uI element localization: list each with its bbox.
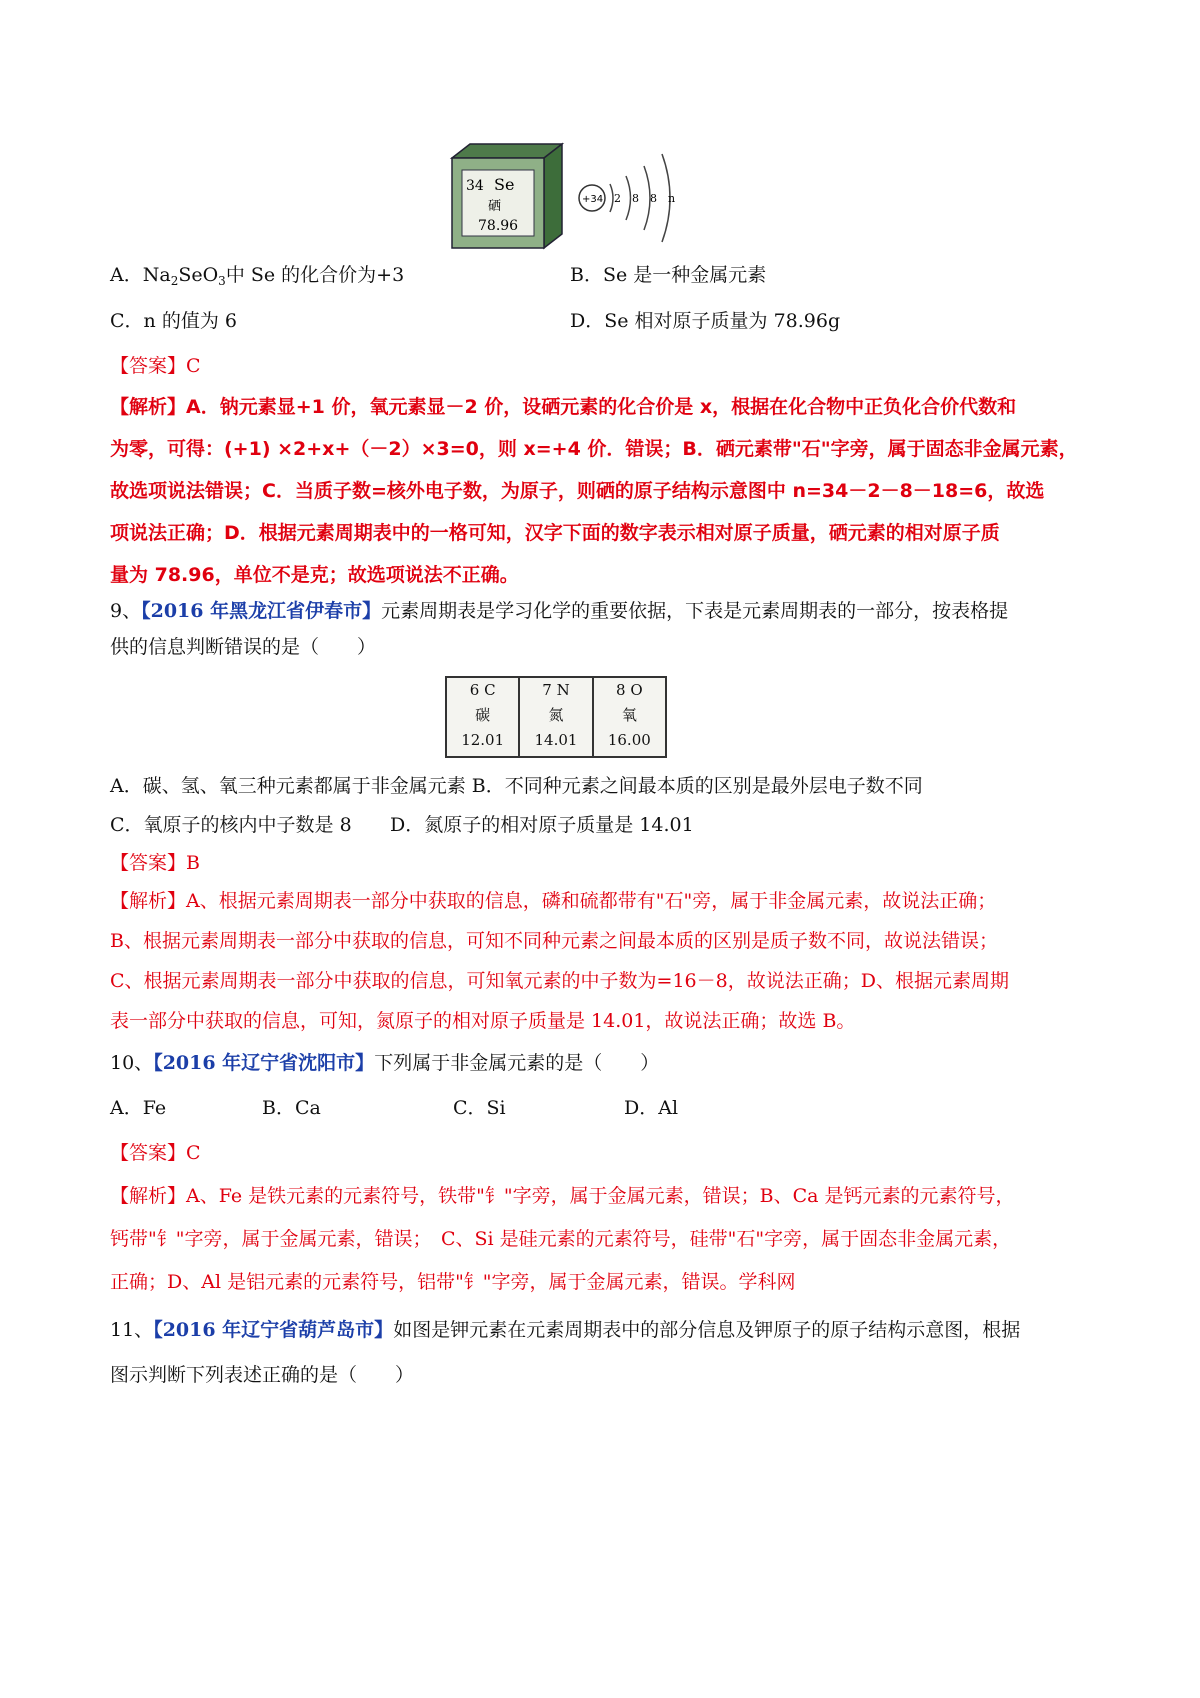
q9-analysis-line: 【解析】A、根据元素周期表一部分中获取的信息，磷和硫都带有"石"旁，属于非金属元素，故说法正确； bbox=[110, 890, 997, 912]
q10-option-b: B．Ca bbox=[262, 1097, 321, 1119]
q10-option-a: A．Fe bbox=[110, 1097, 167, 1119]
q9-analysis-line: B、根据元素周期表一部分中获取的信息，可知不同种元素之间最本质的区别是质子数不同，故说法错误； bbox=[110, 930, 998, 952]
q10-analysis-line: 正确；D、Al 是铝元素的元素符号，铝带"钅"字旁，属于金属元素，错误。学科网 bbox=[110, 1271, 796, 1293]
q8-option-a: A．$Na_2SeO_3$中 Se 的化合价为+3 bbox=[110, 264, 405, 288]
shell-3: 8 bbox=[650, 192, 657, 205]
shell-2: 8 bbox=[632, 192, 639, 205]
q9-option-c: C．氧原子的核内中子数是 8 bbox=[110, 814, 352, 836]
q10-stem: 10、【2016 年辽宁省沈阳市】下列属于非金属元素的是（ ） bbox=[110, 1052, 660, 1074]
q10-answer: 【答案】C bbox=[110, 1142, 201, 1164]
cube-symbol: Se bbox=[494, 175, 515, 194]
q9-answer: 【答案】B bbox=[110, 852, 200, 874]
q8-analysis-line: 故选项说法错误；C．当质子数=核外电子数，为原子，则硒的原子结构示意图中 n=34－2－8－18=6，故选 bbox=[110, 480, 1045, 502]
q8-analysis-line: 【解析】A．钠元素显+1 价，氧元素显－2 价，设硒元素的化合价是 x，根据在化合物中正负化合价代数和 bbox=[110, 396, 1017, 418]
table-cell-oxygen: 8 O 氧 16.00 bbox=[607, 681, 651, 749]
table-cell-nitrogen: 7 N 氮 14.01 bbox=[520, 678, 593, 756]
q9-option-d: D．氮原子的相对原子质量是 14.01 bbox=[390, 814, 694, 836]
q8-answer: 【答案】C bbox=[110, 355, 201, 377]
q10-option-c: C．Si bbox=[453, 1097, 506, 1119]
cube-name: 硒 bbox=[488, 199, 502, 214]
shell-1: 2 bbox=[614, 192, 621, 205]
q11-stem-cont: 图示判断下列表述正确的是（ ） bbox=[110, 1364, 415, 1386]
shell-4: n bbox=[668, 192, 676, 205]
q9-stem-cont: 供的信息判断错误的是（ ） bbox=[110, 636, 377, 658]
q8-option-b: B．Se 是一种金属元素 bbox=[570, 264, 767, 286]
q9-analysis-line: 表一部分中获取的信息，可知，氮原子的相对原子质量是 14.01，故说法正确；故选 B。 bbox=[110, 1010, 856, 1032]
q11-stem: 11、【2016 年辽宁省葫芦岛市】如图是钾元素在元素周期表中的部分信息及钾原子的原子结构示意图，根据 bbox=[110, 1319, 1021, 1341]
periodic-table-fragment bbox=[445, 676, 667, 758]
table-cell-carbon: 6 C 碳 12.01 bbox=[447, 678, 520, 756]
q8-option-d: D．Se 相对原子质量为 78.96g bbox=[570, 310, 841, 332]
atom-nucleus: +34 bbox=[582, 194, 604, 205]
q8-analysis-line: 为零，可得：(+1) ×2+x+（－2）×3=0，则 x=+4 价．错误；B．硒元素带"石"字旁，属于固态非金属元素， bbox=[110, 438, 1078, 460]
cube-number: 34 bbox=[466, 178, 484, 194]
selenium-figure bbox=[440, 140, 700, 255]
q9-analysis-line: C、根据元素周期表一部分中获取的信息，可知氧元素的中子数为=16－8，故说法正确；D、根据元素周期 bbox=[110, 970, 1009, 992]
q9-stem: 9、【2016 年黑龙江省伊春市】元素周期表是学习化学的重要依据，下表是元素周期表的一部分，按表格提 bbox=[110, 600, 1009, 622]
q9-options-ab: A．碳、氢、氧三种元素都属于非金属元素 B．不同种元素之间最本质的区别是最外层电子数不同 bbox=[110, 775, 923, 797]
q8-analysis-line: 量为 78.96，单位不是克；故选项说法不正确。 bbox=[110, 564, 519, 586]
q10-analysis-line: 钙带"钅"字旁，属于金属元素，错误； C、Si 是硅元素的元素符号，硅带"石"字旁，属于固态非金属元素， bbox=[110, 1228, 1012, 1250]
q10-option-d: D．Al bbox=[624, 1097, 679, 1119]
q8-option-c: C．n 的值为 6 bbox=[110, 310, 237, 332]
q8-analysis-line: 项说法正确；D．根据元素周期表中的一格可知，汉字下面的数字表示相对原子质量，硒元素的相对原子质 bbox=[110, 522, 1000, 544]
q10-analysis-line: 【解析】A、Fe 是铁元素的元素符号，铁带"钅"字旁，属于金属元素，错误；B、Ca 是钙元素的元素符号， bbox=[110, 1185, 1015, 1207]
cube-mass: 78.96 bbox=[478, 218, 519, 234]
